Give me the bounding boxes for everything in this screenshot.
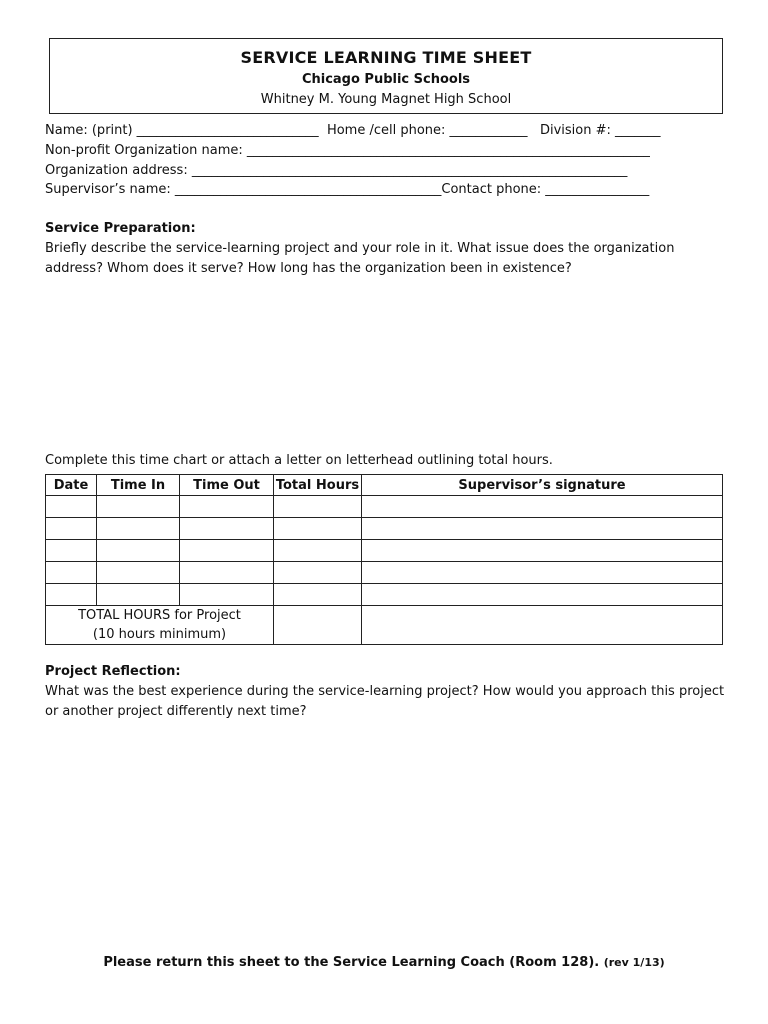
organization-name-field[interactable]: Non-profit Organization name: ______________________________________________________________: [45, 143, 650, 158]
time-out-cell[interactable]: [180, 584, 274, 606]
footer-text: Please return this sheet to the Service Learning Coach (Room 128).: [103, 955, 600, 970]
total-hours-cell[interactable]: [274, 518, 362, 540]
table-row: [46, 496, 723, 518]
school-name: Whitney M. Young Magnet High School: [260, 92, 512, 107]
table-header-row: [46, 475, 723, 496]
time-out-cell[interactable]: [180, 562, 274, 584]
column-header-supervisor-signature: Supervisor’s signature: [362, 475, 723, 496]
date-cell[interactable]: [46, 584, 97, 606]
total-row: [46, 606, 723, 645]
header-box: [49, 38, 723, 114]
time-in-cell[interactable]: [97, 518, 180, 540]
supervisor-contact-field[interactable]: Supervisor’s name: _________________________________________Contact phone: ________________: [45, 182, 650, 197]
table-row: [46, 584, 723, 606]
date-cell[interactable]: [46, 518, 97, 540]
column-header-time-in: Time In: [97, 475, 180, 496]
revision-label: (rev 1/13): [603, 956, 665, 969]
time-in-cell[interactable]: [97, 496, 180, 518]
time-out-cell[interactable]: [180, 540, 274, 562]
column-header-total-hours: Total Hours: [274, 475, 362, 496]
time-in-cell[interactable]: [97, 540, 180, 562]
time-in-cell[interactable]: [97, 584, 180, 606]
time-out-cell[interactable]: [180, 518, 274, 540]
district-name: Chicago Public Schools: [301, 72, 471, 87]
name-phone-division-field[interactable]: Name: (print) ____________________________ Home /cell phone: ____________ Division #: _______: [45, 123, 661, 138]
total-hours-cell[interactable]: [274, 540, 362, 562]
time-chart-instruction: Complete this time chart or attach a letter on letterhead outlining total hours.: [45, 453, 553, 468]
total-hours-cell[interactable]: [274, 562, 362, 584]
signature-cell[interactable]: [362, 496, 723, 518]
organization-address-field[interactable]: Organization address: ___________________________________________________________________: [45, 163, 628, 178]
footer-note: [0, 955, 768, 970]
signature-cell[interactable]: [362, 562, 723, 584]
column-header-date: Date: [46, 475, 97, 496]
date-cell[interactable]: [46, 562, 97, 584]
signature-cell[interactable]: [362, 518, 723, 540]
total-hours-value-cell[interactable]: [274, 606, 362, 645]
total-hours-label-line2: (10 hours minimum): [92, 627, 227, 642]
service-preparation-heading: Service Preparation:: [45, 221, 196, 236]
date-cell[interactable]: [46, 496, 97, 518]
total-hours-cell[interactable]: [274, 496, 362, 518]
project-reflection-heading: Project Reflection:: [45, 664, 181, 679]
project-reflection-prompt: What was the best experience during the service-learning project? How would you approach this project or another project differently next time?: [45, 684, 725, 719]
signature-cell[interactable]: [362, 540, 723, 562]
time-chart-table: [45, 474, 723, 645]
total-hours-label: [46, 606, 274, 645]
signature-cell[interactable]: [362, 584, 723, 606]
table-row: [46, 540, 723, 562]
total-hours-cell[interactable]: [274, 584, 362, 606]
total-signature-cell[interactable]: [362, 606, 723, 645]
service-preparation-prompt: Briefly describe the service-learning project and your role in it. What issue does the organization address? Whom does it serve? How long has the organization been in existence?: [45, 241, 675, 276]
date-cell[interactable]: [46, 540, 97, 562]
page-title: SERVICE LEARNING TIME SHEET: [240, 48, 532, 67]
time-in-cell[interactable]: [97, 562, 180, 584]
table-row: [46, 518, 723, 540]
table-row: [46, 562, 723, 584]
column-header-time-out: Time Out: [180, 475, 274, 496]
total-hours-label-line1: TOTAL HOURS for Project: [78, 608, 241, 623]
time-out-cell[interactable]: [180, 496, 274, 518]
